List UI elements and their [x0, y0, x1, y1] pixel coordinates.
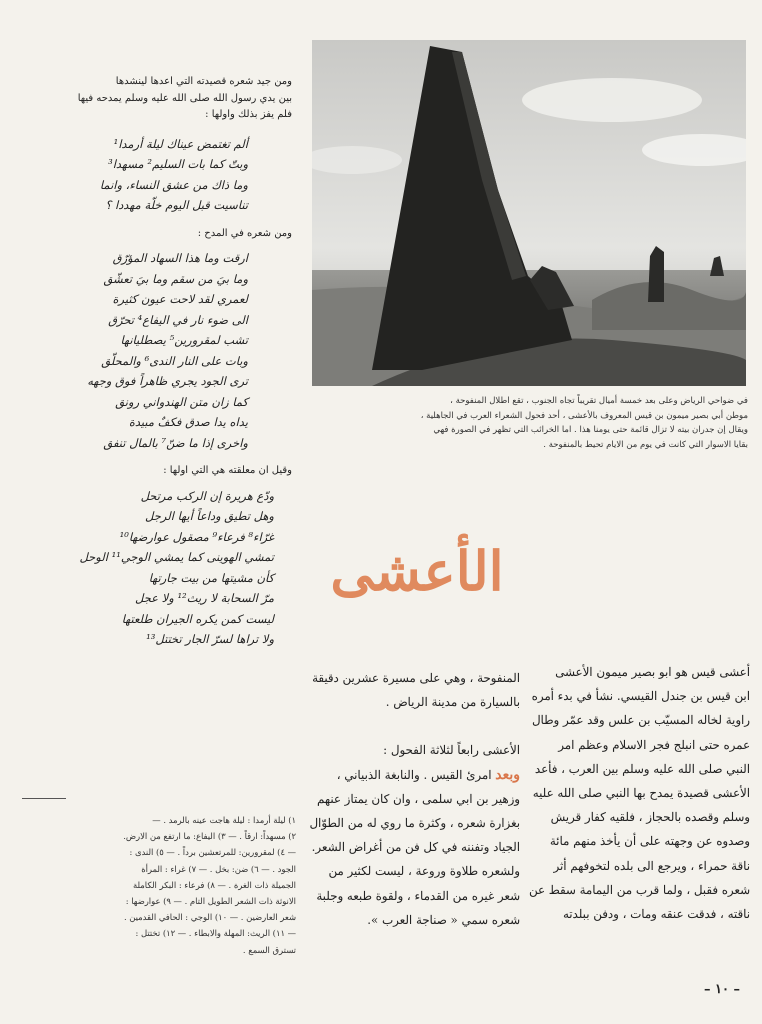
footnote-line: الانوثة ذات الشعر الطويل التام . — ٩) عوارضها :	[125, 896, 296, 907]
ruins-photo-image	[312, 40, 746, 386]
ruins-photo	[312, 40, 746, 386]
verse-line: وبتّ كما بات السليم² مسهدا³	[108, 157, 248, 171]
body-line: وزهير بن ابي سلمى ، وان كان يمتاز عنهم	[317, 791, 520, 806]
article-column-middle	[292, 666, 520, 932]
article-title: الأعشى	[330, 539, 504, 603]
body-line: بالسيارة من مدينة الرياض .	[385, 695, 520, 710]
article-column-right	[528, 660, 750, 926]
photo-caption	[378, 394, 748, 452]
footnote-line: ٢) مسهداً: ارقاً . — ٣) اليفاع: ما ارتفع من الارض.	[123, 831, 296, 842]
verse-line: وبات على النار الندى⁶ والمحلّق	[101, 353, 248, 368]
verse-line: ارقت وما هذا السهاد المؤرّق	[112, 251, 248, 265]
body-line	[292, 763, 520, 787]
footnote-line: — ١١) الريث: المهلة والابطاء . — ١٢) تختتل :	[135, 928, 296, 939]
verse-line: واخرى إذا ما ضنّ⁷ بالمال تنفق	[103, 435, 248, 450]
body-line: وسلم وقصده بالحجاز ، فلقيه كفار قريش	[550, 810, 750, 825]
body-line: الجياد وتفننه في كل فن من أغراض الشعر.	[311, 840, 520, 855]
body-line: ناقة حمراء ، ويرجع الى بلده لتخوفهم أثر	[553, 858, 750, 873]
verse-line: كما زان متن الهندواني رونق	[115, 394, 248, 409]
verse-line: ليست كمن يكره الجيران طلعتها	[121, 611, 274, 626]
intro-line: بين يدي رسول الله صلى الله عليه وسلم يمدحه فيها	[77, 92, 292, 104]
body-line: الأعشى قصيدة يمدح بها النبي صلى الله عليه	[532, 786, 750, 801]
verse-line: تناسيت قبل اليوم خلّة مهددا ؟	[105, 198, 248, 212]
footnote-line: — ٤) لمقرورين: للمرتعشين برداً . — ٥) الندى :	[129, 847, 296, 858]
body-line-text: الأعشى رابعاً لثلاثة الفحول :	[383, 743, 520, 758]
body-line-text: امرئ القيس . والنابغة الذبياني ،	[336, 767, 492, 782]
body-line: شعر غيره من القدماء ، ولقوة طبعه وجلبة	[316, 888, 520, 903]
verse-line: ودّع هريرة إن الركب مرتحل	[140, 488, 274, 503]
verse-line: تشب لمقرورين⁵ يصطليانها	[120, 333, 248, 347]
body-line: ولشعره طلاوة وروعة ، ليست لكثير من	[328, 864, 520, 879]
accent-word: وبعد	[495, 766, 520, 783]
body-line: راوية لخاله المسيّب بن علس وقد عمّر وطال	[531, 713, 750, 728]
verse-line: وما ذاك من عشق النساء، وانما	[99, 177, 248, 192]
intro-line: ومن جيد شعره قصيدته التي اعدها لينشدها	[115, 76, 292, 87]
body-line: عمره حتى انبلج فجر الاسلام وعظم امر	[558, 737, 750, 752]
footnote-line: تسترق السمع .	[242, 944, 296, 955]
caption-line: موطن أبي بصير ميمون بن قيس المعروف بالأعشى ، أحد فحول الشعراء العرب في الجاهلية ،	[420, 410, 748, 421]
body-line: النبي صلى الله عليه وسلم بين العرب ، فأعد	[534, 761, 750, 776]
body-line: ابن قيس بن جندل القيسي. نشأ في بدء أمره	[531, 689, 750, 704]
footnote-line: الجميلة ذات الغرة . — ٨) فرعاء : البكر الكاملة	[133, 879, 296, 890]
verse-line: وهل تطيق وداعاً أيها الرجل	[145, 509, 274, 523]
verse-line: كأن مشيتها من بيت جارتها	[148, 570, 274, 585]
footnote-line: شعر العارضين . — ١٠) الوجي : الحافي القدمين .	[123, 912, 296, 923]
verse-line: مرّ السحابة لا ريث¹² ولا عجل	[135, 591, 274, 605]
body-line	[292, 738, 520, 762]
verse-line: لعمري لقد لاحت عيون كثيرة	[112, 292, 248, 306]
footnote-line: الجود . — ٦) ضن: بخل . — ٧) غراء : المرأة	[141, 863, 296, 874]
verse-line: ترى الجود يجري ظاهراً فوق وجهه	[87, 374, 248, 388]
verse-line: غرّاء⁸ فرعاء⁹ مصقول عوارضها¹⁰	[119, 529, 274, 544]
body-line: شعره سمي « صناجة العرب ».	[367, 912, 520, 927]
verse-line: يداه يدا صدق فكفٌ مبيدة	[128, 415, 248, 429]
body-line: بغزارة شعره ، وكثرة ما روي له من الطوّال	[309, 816, 520, 831]
body-line: شعره فقبل ، ولما قرب من اليمامة سقط عن	[529, 882, 750, 897]
muallaqa-intro: وقيل ان معلقته هي التي اولها :	[163, 465, 292, 476]
footnote-divider	[22, 798, 66, 799]
verse-line: الى ضوء نار في اليفاع⁴ تحرّق	[108, 312, 248, 327]
caption-line: في ضواحي الرياض وعلى بعد خمسة أميال تقريباً تجاه الجنوب ، تقع اطلال المنفوحة ،	[450, 396, 748, 406]
verse-line: وما بيَ من سقم وما بيَ تعشّق	[103, 271, 248, 286]
body-line: ناقته ، فدقت عنقه ومات ، ودفن ببلدته	[562, 907, 750, 922]
intro-line: فلم يفز بذلك واولها :	[205, 109, 292, 120]
body-line: وصدوه عن وجهته على أن يأخذ منهم مائة	[549, 834, 750, 849]
caption-line: ويقال إن جدران بيته لا تزال قائمة حتى يومنا هذا . اما الخرائب التي تظهر في الصورة فهي	[433, 425, 748, 435]
verse-line: تمشي الهوينى كما يمشي الوجي¹¹ الوحل	[79, 550, 274, 564]
madh-intro: ومن شعره في المدح :	[197, 227, 292, 239]
verse-line: ولا تراها لسرّ الجار تختتل¹³	[146, 632, 274, 646]
body-line: أعشى قيس هو ابو بصير ميمون الأعشى	[555, 665, 750, 679]
footnotes	[20, 812, 296, 958]
poetry-column	[20, 74, 292, 650]
verse-line: ألم تغتمض عيناك ليلة أرمدا¹	[113, 136, 248, 151]
footnote-line: ١) ليلة أرمدا : ليلة هاجت عينه بالرمد . —	[152, 815, 296, 825]
caption-line: بقايا الاسوار التي كانت في يوم من الايام تحيط بالمنفوحة .	[543, 439, 748, 450]
page-number: – ١٠ –	[703, 982, 741, 997]
body-line: المنفوحة ، وهي على مسيرة عشرين دقيقة	[312, 671, 520, 685]
